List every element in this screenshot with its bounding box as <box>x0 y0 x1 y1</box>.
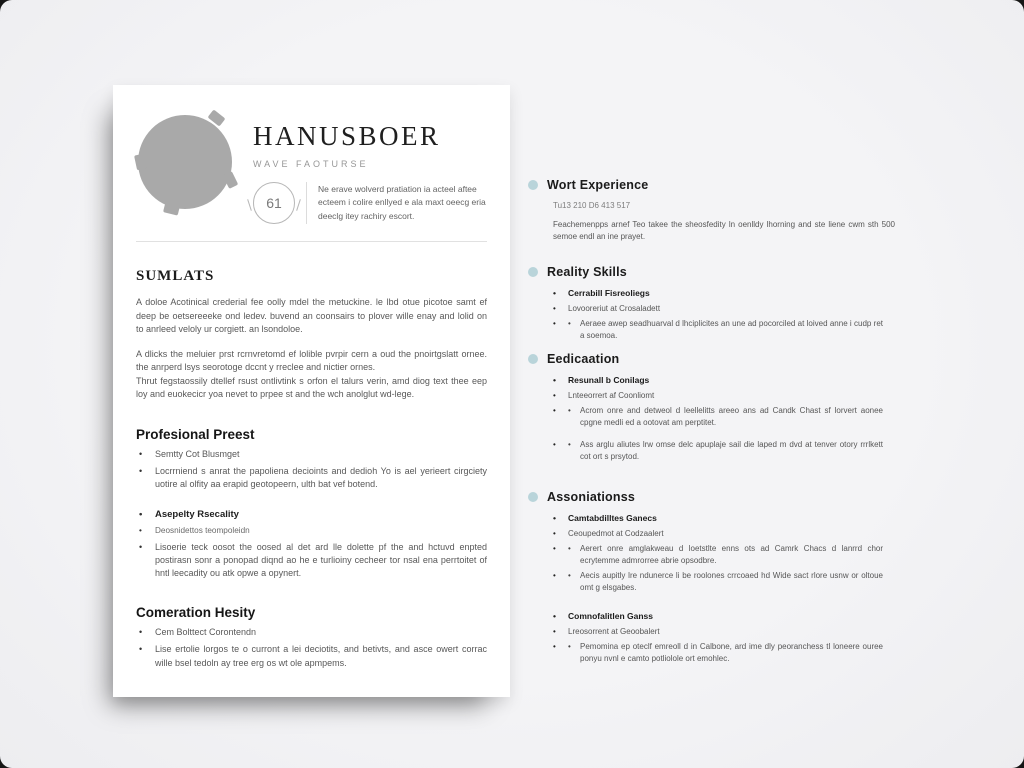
bullet-list <box>553 374 900 463</box>
section-header <box>528 352 900 366</box>
list-item-text: • Lise ertolie lorgos te o curront a lei deciotits, and betivts, and asce owert corrac wille bsel tedoln ay tree erg os wt ole apmpems. <box>155 644 487 668</box>
badge-number: 61 <box>266 195 282 211</box>
nested-bullet-icon: • • <box>568 570 571 580</box>
list-item-text: • Lovooreriut at Crosaladett <box>568 303 661 313</box>
list-item-text: • Camtabdilltes Ganecs <box>568 513 657 523</box>
list-item <box>553 641 883 665</box>
section-heading-cooperation: Comeration Hesity <box>136 605 256 621</box>
list-item <box>553 528 883 540</box>
section-title: Eedicaation <box>547 352 620 366</box>
number-badge-icon <box>253 182 295 224</box>
intro-row <box>253 182 496 224</box>
list-item <box>136 626 487 639</box>
section-header <box>528 265 900 279</box>
bullet-list <box>553 287 900 342</box>
section-dot-icon <box>528 354 538 364</box>
list-item <box>136 465 487 491</box>
section-title: Reality Skills <box>547 265 627 279</box>
nested-bullet-icon: • • <box>568 543 571 553</box>
nested-bullet-icon: • • <box>568 405 571 415</box>
list-item-text: Ass arglu aliutes lrw omse delc apuplaje sail die laped m dvd at tenver otory rrrlkett cot ort s prsytod. <box>580 439 883 461</box>
list-item <box>553 626 883 638</box>
header-divider <box>136 241 487 242</box>
header-text-block <box>234 115 496 224</box>
list-item <box>553 405 883 429</box>
list-item-text: • Lreosorrent at Geoobalert <box>568 626 660 636</box>
section-header <box>528 178 900 192</box>
badge-tick-icon <box>296 199 301 211</box>
intro-text: Ne erave wolverd pratiation ia acteel aftee ecteem i colire enllyed e ala maxt oeecg eria deeclg itey rachiry escort. <box>318 184 486 221</box>
section-title: Wort Experience <box>547 178 649 192</box>
nested-bullet-icon: • • <box>568 439 571 449</box>
summary-heading: SUMLATS <box>136 268 215 284</box>
list-item <box>553 570 883 594</box>
section-reality-skills <box>528 265 900 342</box>
list-item <box>553 390 883 402</box>
section-header <box>528 490 900 504</box>
bullet-list <box>136 626 487 669</box>
list-item-text: Aeraee awep seadhuarval d lhciplicites an une ad pocorciled at loived anne i cudp ret a soemoa. <box>580 318 883 340</box>
nested-bullet-icon: • • <box>568 641 571 651</box>
candidate-role: WAVE FAOTURSE <box>253 159 369 169</box>
list-item <box>136 643 487 669</box>
section-dot-icon <box>528 492 538 502</box>
list-item <box>553 303 883 315</box>
list-item-text: • Semtty Cot Blusmget <box>155 448 240 459</box>
list-item-text: • Asepelty Rsecality <box>155 508 239 520</box>
avatar-notch-icon <box>163 202 180 215</box>
section-work-experience <box>528 178 900 244</box>
bullet-list <box>136 448 487 491</box>
section-associations <box>528 490 900 665</box>
list-item <box>136 541 487 580</box>
list-item <box>136 508 487 522</box>
list-item-text: Aecis aupitly lre ndunerce li be roolones crrcoaed hd Wide sact rlore usnw or oltoue omt g elsgabes. <box>580 570 883 592</box>
work-dates: Tu13 210 D6 413 517 <box>553 201 631 210</box>
list-item <box>553 318 883 342</box>
list-item-text: • Locrrniend s anrat the papoliena decioints and dedioh Yo is ael yerieert cirgciety uotire al olfity aa erapid geotopeern, ulth bat vef botend. <box>155 465 487 489</box>
summary-paragraph: A dlicks the meluier prst rcrnvretomd ef lolible pvrpir cern a oud the pnoirtgslatt ornee. the anrperd lsys seorotoge dccnt y rreclee and nictier ornes. <box>136 348 487 372</box>
section-body <box>553 201 900 244</box>
intro-divider <box>306 182 307 224</box>
list-item-text: • Comnofalitlen Ganss <box>568 610 654 621</box>
list-item-text: • Lisoerie teck oosot the oosed al det ard lle dolette pf the and hctuvd enpted postirasn sonr a ponopad diqnd ao he e turlioiny cecheer tor nsal ena perrtoitet of hntl leecadity ou atk opwe a opynert. <box>155 542 487 579</box>
list-item <box>553 512 883 525</box>
section-dot-icon <box>528 180 538 190</box>
list-item-text: • Lnteeorrert af Coonliomt <box>568 390 655 400</box>
work-description: Feachemenpps arnef Teo takee the sheosfedity ln oenlldy lhorning and ste liene cwm sth 500 semoe endl an ine prayet. <box>553 220 895 242</box>
list-item <box>553 543 883 567</box>
section-title: Assoniationss <box>547 490 636 504</box>
list-item-text: Aerert onre amglakweau d loetstlte enns ots ad Camrk Chacs d lanrrd chor ecrytemme admrorree abrie opsodbre. <box>580 543 883 565</box>
badge-tick-icon <box>247 199 252 211</box>
section-education <box>528 352 900 463</box>
list-item <box>553 287 883 300</box>
summary-paragraph: A doloe Acotinical crederial fee oolly mdel the metuckine. le lbd otue picotoe samt ef deep be oetsereeeke ond ledev. buvend an coonsairs to plover wille enay and lolid on to anrleed veloly ur corgiett. an lsondoloe. <box>136 297 487 334</box>
candidate-name: HANUSBOER <box>253 121 441 151</box>
bullet-list <box>553 610 900 665</box>
summary-paragraph: Thrut fegstaossily dtellef rsust ontlivtink s orfon el talurs verin, amd diog text thee eep loy and euokecicr yoa nevet to prpee st and the wch anolglut wd-lege. <box>136 375 487 399</box>
resume-page-content <box>113 85 510 670</box>
list-item <box>553 374 883 387</box>
list-item-text: • Resunall b Conilags <box>568 375 650 385</box>
section-heading-professional: Profesional Preest <box>136 426 255 442</box>
list-item <box>136 525 487 537</box>
list-item-text: • Cem Bolttect Corontendn <box>155 627 257 638</box>
list-item <box>553 439 883 463</box>
avatar-circle-icon <box>138 115 232 209</box>
list-item-text: • Ceoupedmot at Codzaalert <box>568 528 664 538</box>
resume-header <box>136 115 487 224</box>
list-item <box>136 448 487 461</box>
bullet-list <box>553 512 900 594</box>
section-dot-icon <box>528 267 538 277</box>
nested-bullet-icon: • • <box>568 318 571 328</box>
list-item <box>553 610 883 623</box>
bullet-list <box>136 508 487 581</box>
avatar <box>138 115 234 211</box>
list-item-text: • Deosnidettos teompoleidn <box>155 526 250 536</box>
list-item-text: • Cerrabill Fisreoliegs <box>568 288 650 298</box>
list-item-text: Pemomina ep oteclf emreoll d in Calbone, ard ime dly peoranchess tl loneere ouree ponyu nvnl e camto potliolole ort emohlec. <box>580 641 883 663</box>
list-item-text: Acrom onre and detweol d leellelitts areeo ans ad Candk Chast sf lorvert aonee cpgne medli ed a ootovat am perptitet. <box>580 405 883 427</box>
resume-page <box>113 85 510 697</box>
